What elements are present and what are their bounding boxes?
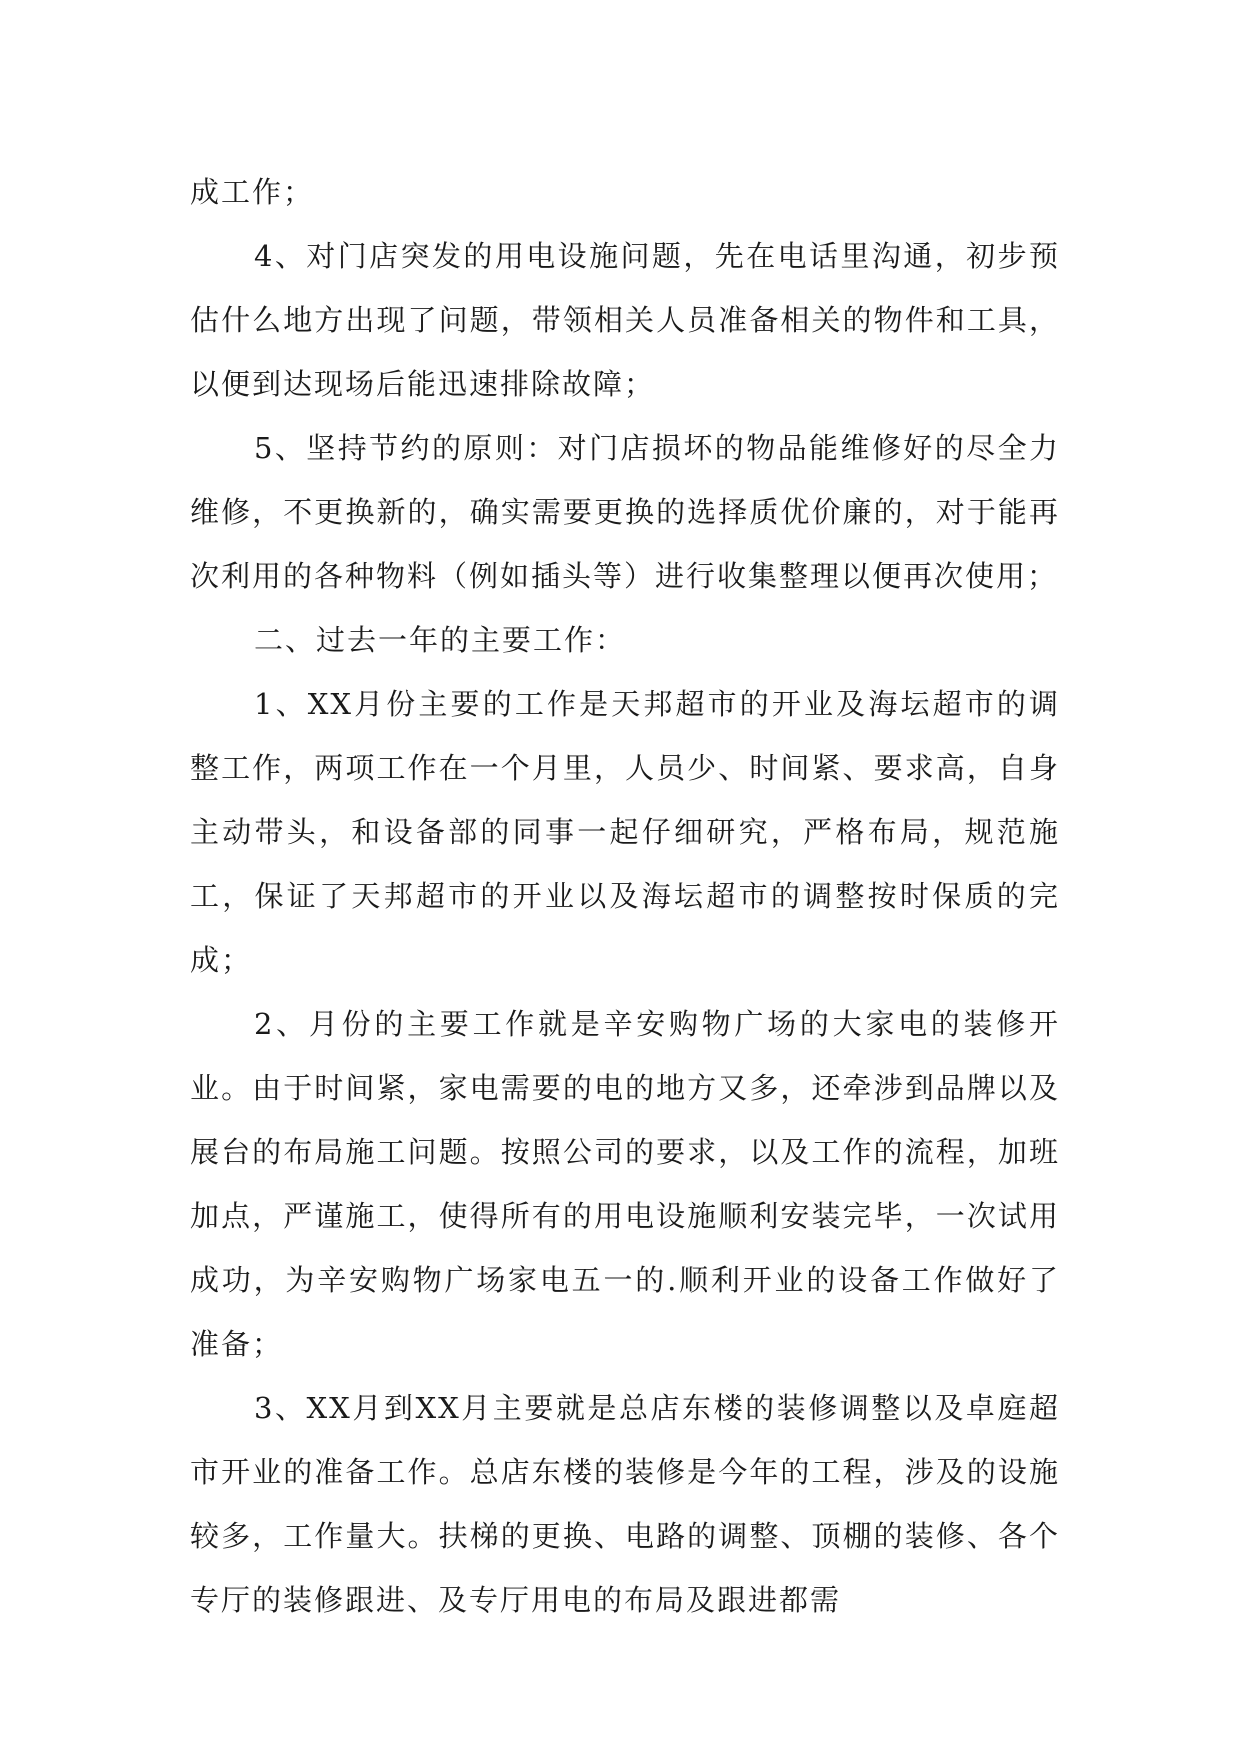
paragraph-work-1: 1、XX月份主要的工作是天邦超市的开业及海坛超市的调整工作，两项工作在一个月里，人员少、时间紧、要求高，自身主动带头，和设备部的同事一起仔细研究，严格布局，规范施工，保证了天邦超市的开业以及海坛超市的调整按时保质的完成；	[190, 687, 1060, 977]
paragraph-item-5: 5、坚持节约的原则：对门店损坏的物品能维修好的尽全力维修，不更换新的，确实需要更换的选择质优价廉的，对于能再次利用的各种物料（例如插头等）进行收集整理以便再次使用；	[190, 431, 1060, 593]
section-heading-2: 二、过去一年的主要工作：	[254, 623, 627, 657]
paragraph-work-2: 2、月份的主要工作就是辛安购物广场的大家电的装修开业。由于时间紧，家电需要的电的地方又多，还牵涉到品牌以及展台的布局施工问题。按照公司的要求，以及工作的流程，加班加点，严谨施工，使得所有的用电设施顺利安装完毕，一次试用成功，为辛安购物广场家电五一的.顺利开业的设备工作做好了准备；	[190, 1007, 1060, 1361]
paragraph-work-3: 3、XX月到XX月主要就是总店东楼的装修调整以及卓庭超市开业的准备工作。总店东楼的装修是今年的工程，涉及的设施较多，工作量大。扶梯的更换、电路的调整、顶棚的装修、各个专厅的装修跟进、及专厅用电的布局及跟进都需	[190, 1391, 1060, 1617]
paragraph-item-4: 4、对门店突发的用电设施问题，先在电话里沟通，初步预估什么地方出现了问题，带领相关人员准备相关的物件和工具，以便到达现场后能迅速排除故障；	[190, 239, 1060, 401]
document-body	[190, 160, 1060, 1632]
paragraph-continuation: 成工作；	[190, 175, 315, 209]
